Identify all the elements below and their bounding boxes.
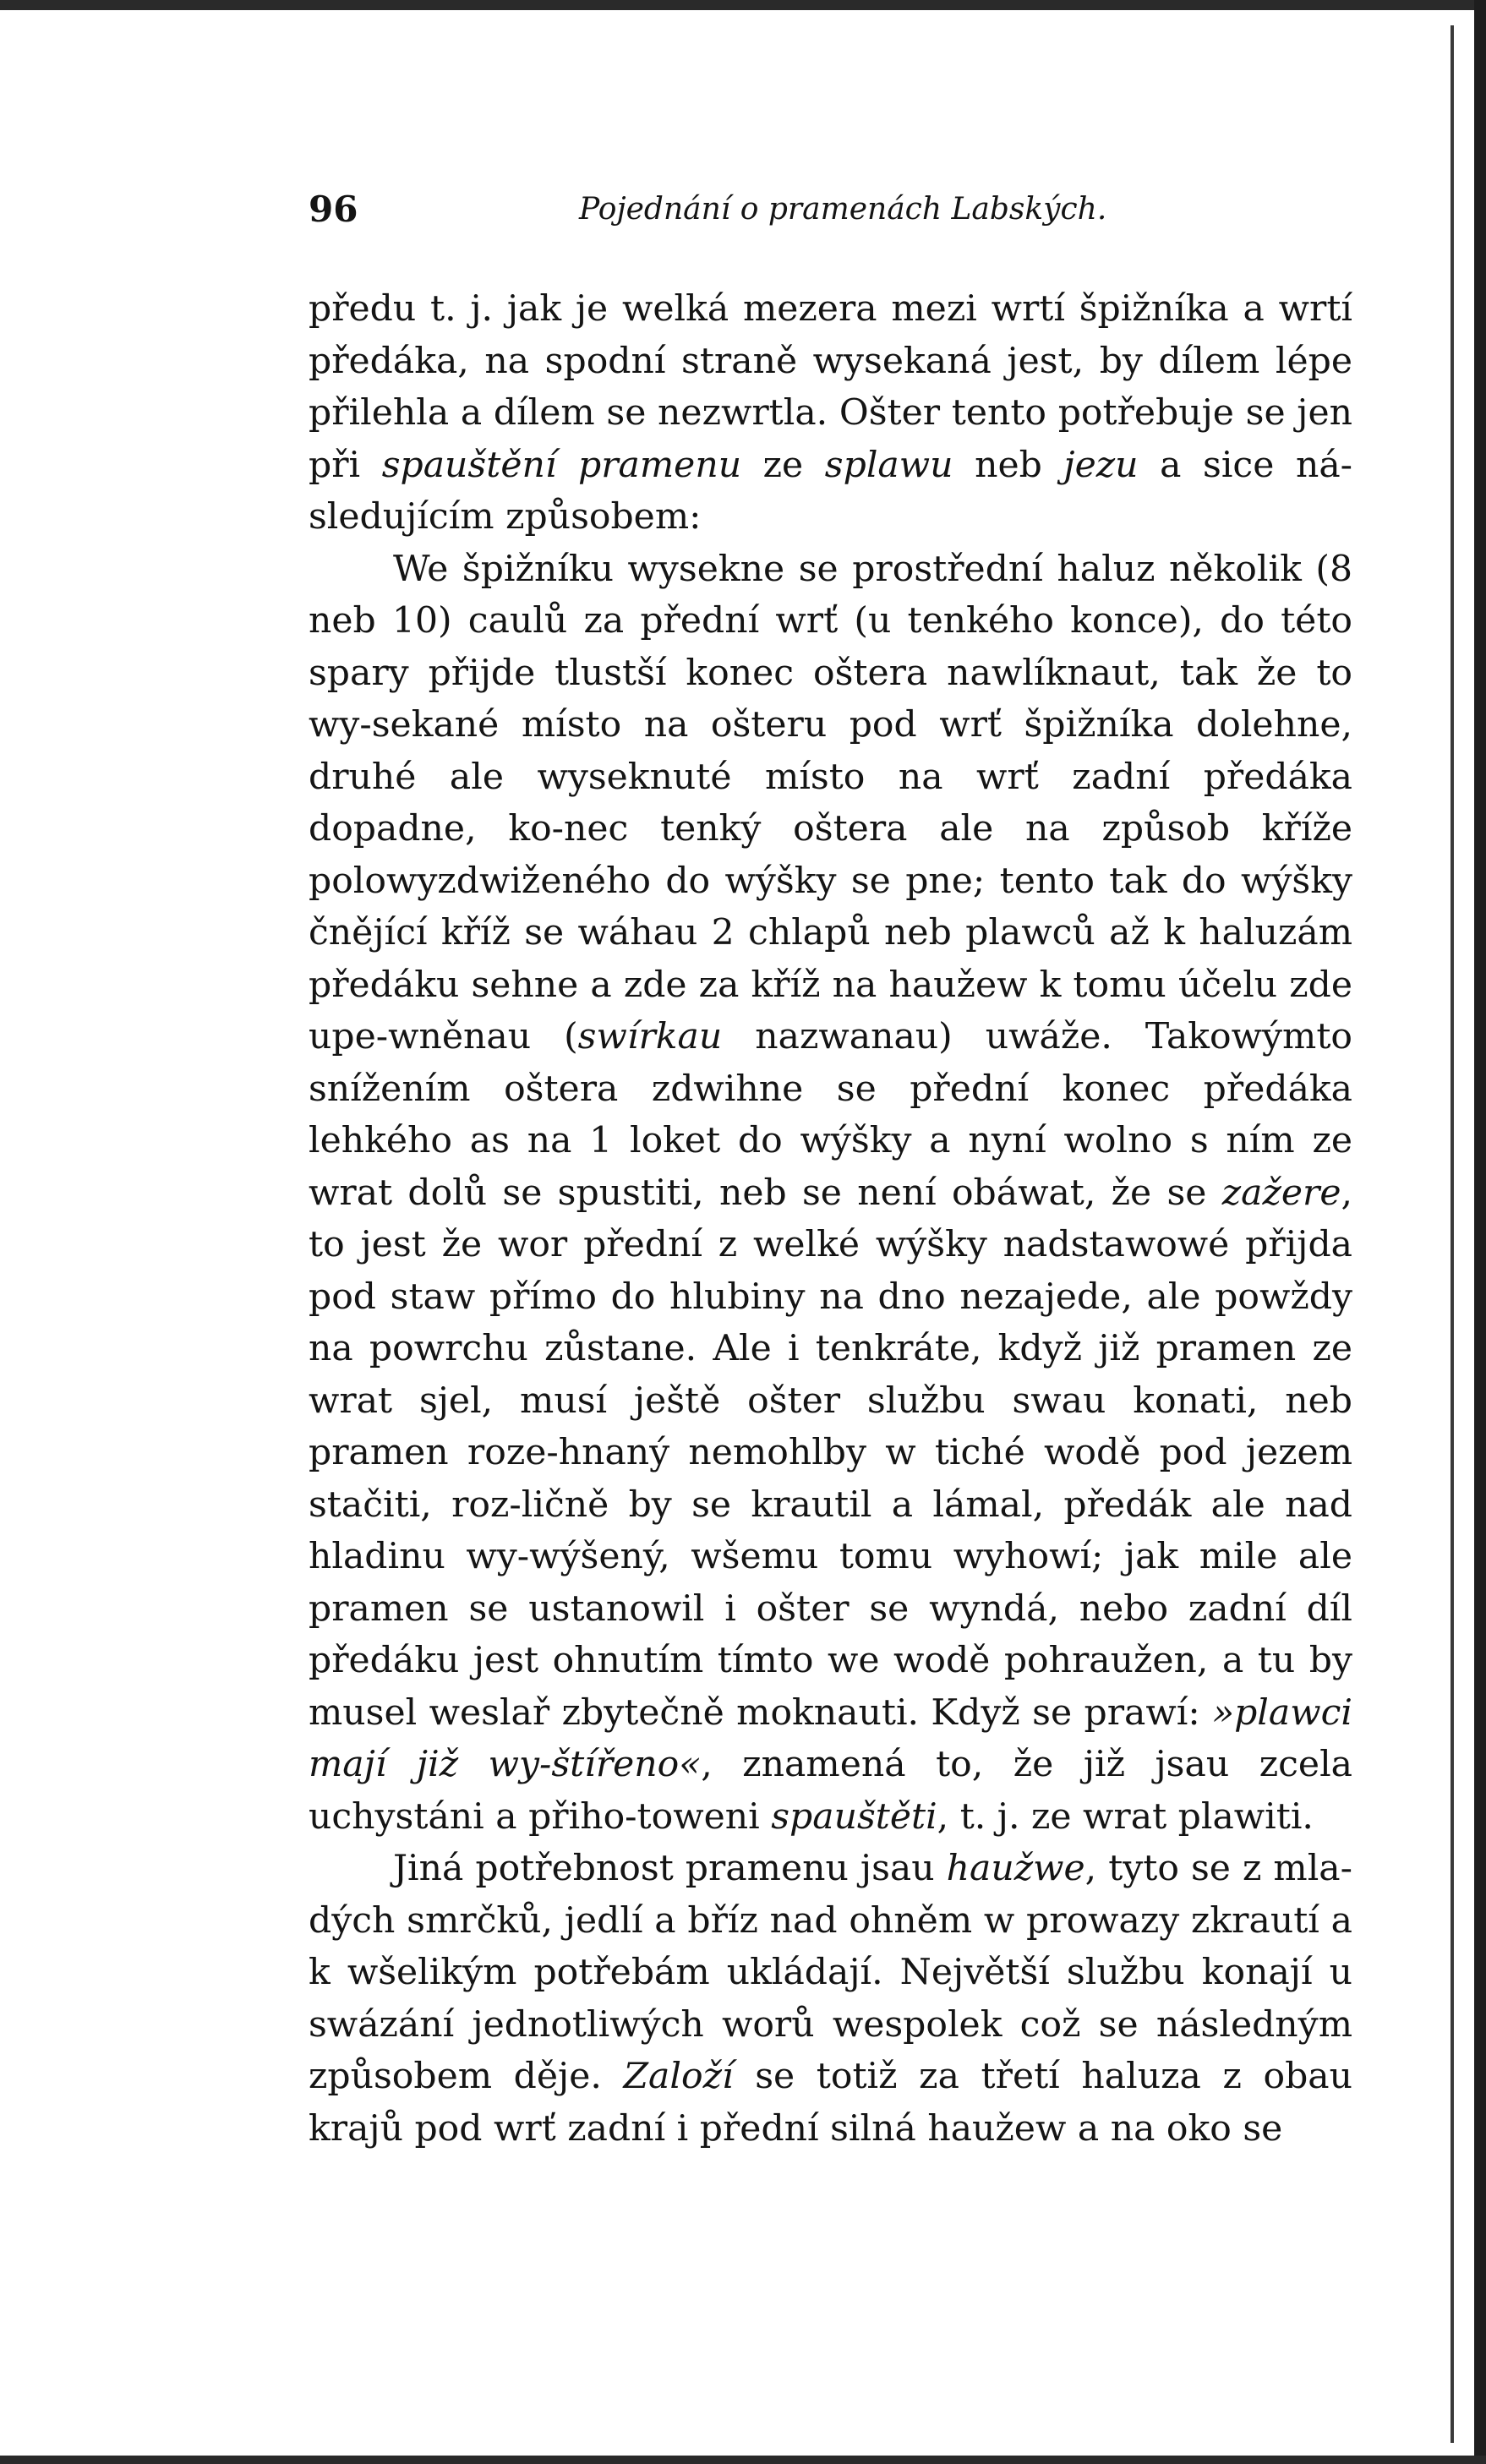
text-run: se totiž za třetí haluza z obau krajů pod wrť zadní i přední silná haužew a na oko se bbox=[309, 2056, 1352, 2150]
body-text bbox=[309, 283, 1352, 2155]
italic-term: haužwe bbox=[946, 1848, 1085, 1889]
text-run: neb bbox=[953, 444, 1064, 486]
page-gutter-line bbox=[1450, 25, 1454, 2443]
running-title: Pojednání o pramenách Labských. bbox=[579, 192, 1107, 227]
page-top-edge bbox=[0, 0, 1486, 10]
italic-term: Založí bbox=[623, 2056, 734, 2097]
page-bottom-edge bbox=[0, 2456, 1486, 2464]
text-run: , tyto se z mla-dých smrčků, jedlí a bříz nad ohněm w prowazy zkrautí a k wšelikým potřebám ukládají. Největší službu konají u swázání jednotliwých worů wespolek což se následným způsobem děje. bbox=[309, 1848, 1353, 2097]
italic-term: swírkau bbox=[577, 1016, 723, 1057]
text-run: Jiná potřebnost pramenu jsau bbox=[393, 1848, 947, 1889]
text-run: We špižníku wysekne se prostřední haluz několik (8 neb 10) caulů za přední wrť (u tenkého konce), do této spary přijde tlustší konec oštera nawlíknaut, tak že to wy-sekané místo na ošteru pod wrť špižníka dolehne, druhé ale wyseknuté místo na wrť zadní předáka dopadne, ko-nec tenký oštera ale na způsob kříže polowyzdwiženého do wýšky se pne; tento tak do wýšky čnějící kříž se wáhau 2 chlapů neb plawců až k haluzám předáku sehne a zde za kříž na haužew k tomu účelu zde upe-wněnau ( bbox=[309, 548, 1352, 1057]
paragraph-3 bbox=[309, 1843, 1352, 2155]
italic-term: jezu bbox=[1063, 444, 1139, 486]
text-run: , to jest že wor přední z welké wýšky nadstawowé přijda pod staw přímo do hlubiny na dno nezajede, ale powždy na powrchu zůstane. Ale i tenkráte, když již pramen ze wrat sjel, musí ještě ošter službu swau konati, neb pramen roze-hnaný nemohlby w tiché wodě pod jezem stačiti, roz-ličně by se krautil a lámal, předák ale nad hladinu wy-wýšený, wšemu tomu wyhowí; jak mile ale pramen se ustanowil i ošter se wyndá, nebo zadní díl předáku jest ohnutím tímto we wodě pohraužen, a tu by musel weslař zbytečně moknauti. Když se prawí: bbox=[309, 1172, 1352, 1734]
text-run: ze bbox=[741, 444, 825, 486]
italic-term: spauštěti bbox=[771, 1795, 937, 1838]
page-number: 96 bbox=[309, 188, 358, 230]
text-run: a sice ná-sledujícím způsobem: bbox=[309, 444, 1353, 538]
page-header bbox=[309, 184, 1357, 235]
italic-term: zažere bbox=[1221, 1172, 1341, 1214]
text-run: předu t. j. jak je welká mezera mezi wrtí špižníka a wrtí předáka, na spodní straně wysekaná jest, by dílem lépe přilehla a dílem se nezwrtla. Ošter tento potřebuje se jen při bbox=[309, 288, 1352, 486]
text-run: , t. j. ze wrat plawiti. bbox=[937, 1795, 1314, 1838]
italic-term: splawu bbox=[824, 444, 953, 486]
italic-term: spauštění pramenu bbox=[381, 444, 742, 486]
page-right-edge bbox=[1474, 0, 1486, 2464]
paragraph-2 bbox=[309, 544, 1352, 1844]
italic-quote: »plawci mají již wy-štířeno« bbox=[309, 1691, 1352, 1785]
text-run: , znamená to, že již jsau zcela uchystáni a přiho-toweni bbox=[309, 1744, 1352, 1838]
paragraph-1 bbox=[309, 283, 1352, 544]
text-run: nazwanau) uwáže. Takowýmto snížením oštera zdwihne se přední konec předáka lehkého as na 1 loket do wýšky a nyní wolno s ním ze wrat dolů se spustiti, neb se není obáwat, že se bbox=[309, 1016, 1352, 1214]
